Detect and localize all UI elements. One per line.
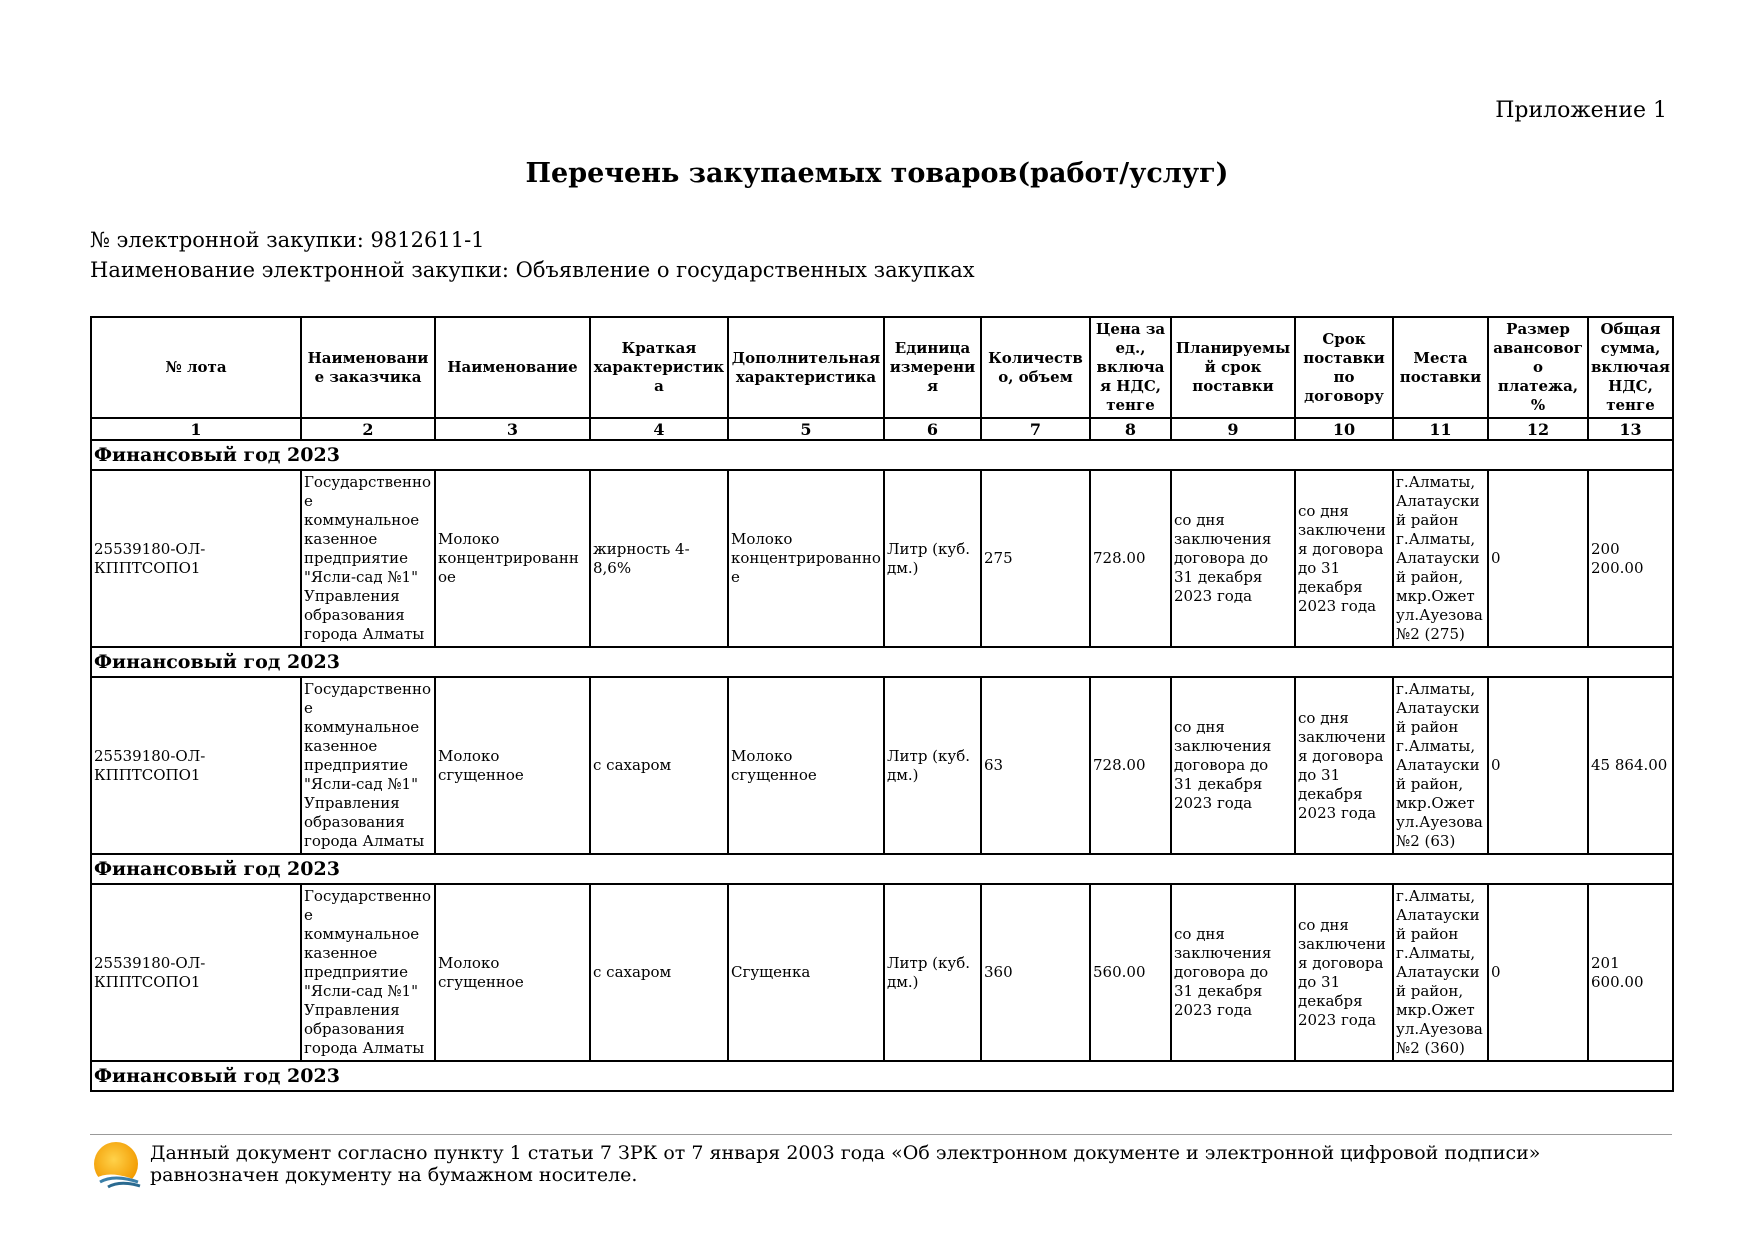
col-number: 8 — [1090, 418, 1171, 440]
column-number-row — [91, 418, 1673, 440]
financial-year-label: Финансовый год 2023 — [91, 1061, 1673, 1091]
col-number: 4 — [590, 418, 728, 440]
col-header-qty: Количество, объем — [981, 317, 1090, 418]
cell-short-char: жирность 4-8,6% — [590, 470, 728, 647]
cell-lot: 25539180-ОЛ-КППТСОПО1 — [91, 677, 301, 854]
cell-unit: Литр (куб. дм.) — [884, 470, 981, 647]
cell-place: г.Алматы, Алатауский район г.Алматы, Алатауский район, мкр.Ожет ул.Ауезова №2 (63) — [1393, 677, 1488, 854]
col-number: 1 — [91, 418, 301, 440]
cell-contract: со дня заключения договора до 31 декабря 2023 года — [1295, 470, 1393, 647]
col-number: 10 — [1295, 418, 1393, 440]
col-header-name: Наименование — [435, 317, 590, 418]
col-header-total: Общая сумма, включая НДС, тенге — [1588, 317, 1673, 418]
table-row — [91, 884, 1673, 1061]
col-header-planned: Планируемый срок поставки — [1171, 317, 1295, 418]
cell-add-char: Молоко сгущенное — [728, 677, 884, 854]
cell-customer: Государственное коммунальное казенное предприятие "Ясли-сад №1" Управления образования города Алматы — [301, 884, 435, 1061]
cell-contract: со дня заключения договора до 31 декабря 2023 года — [1295, 884, 1393, 1061]
footer-divider — [90, 1134, 1672, 1135]
cell-contract: со дня заключения договора до 31 декабря 2023 года — [1295, 677, 1393, 854]
col-number: 6 — [884, 418, 981, 440]
financial-year-row — [91, 440, 1673, 470]
col-number: 2 — [301, 418, 435, 440]
col-header-short-char: Краткая характеристика — [590, 317, 728, 418]
cell-qty: 275 — [981, 470, 1090, 647]
financial-year-row — [91, 647, 1673, 677]
cell-customer: Государственное коммунальное казенное предприятие "Ясли-сад №1" Управления образования города Алматы — [301, 470, 435, 647]
col-number: 9 — [1171, 418, 1295, 440]
cell-short-char: с сахаром — [590, 677, 728, 854]
financial-year-label: Финансовый год 2023 — [91, 854, 1673, 884]
cell-qty: 63 — [981, 677, 1090, 854]
appendix-label: Приложение 1 — [1495, 98, 1667, 123]
col-number: 13 — [1588, 418, 1673, 440]
cell-advance: 0 — [1488, 470, 1588, 647]
procurement-name: Наименование электронной закупки: Объявление о государственных закупках — [90, 258, 975, 282]
egov-sun-logo-icon — [92, 1140, 142, 1190]
cell-unit: Литр (куб. дм.) — [884, 677, 981, 854]
footer-legal-text: Данный документ согласно пункту 1 статьи 7 ЗРК от 7 января 2003 года «Об электронном документе и электронной цифровой подписи» равнозначен документу на бумажном носителе. — [150, 1142, 1541, 1186]
cell-advance: 0 — [1488, 884, 1588, 1061]
cell-planned: со дня заключения договора до 31 декабря 2023 года — [1171, 884, 1295, 1061]
cell-total: 200 200.00 — [1588, 470, 1673, 647]
cell-total: 45 864.00 — [1588, 677, 1673, 854]
financial-year-row — [91, 1061, 1673, 1091]
col-number: 12 — [1488, 418, 1588, 440]
document-title: Перечень закупаемых товаров(работ/услуг) — [525, 158, 1229, 189]
cell-lot: 25539180-ОЛ-КППТСОПО1 — [91, 470, 301, 647]
col-number: 3 — [435, 418, 590, 440]
cell-lot: 25539180-ОЛ-КППТСОПО1 — [91, 884, 301, 1061]
financial-year-label: Финансовый год 2023 — [91, 647, 1673, 677]
col-header-place: Места поставки — [1393, 317, 1488, 418]
cell-customer: Государственное коммунальное казенное предприятие "Ясли-сад №1" Управления образования города Алматы — [301, 677, 435, 854]
col-header-lot: № лота — [91, 317, 301, 418]
cell-unit: Литр (куб. дм.) — [884, 884, 981, 1061]
cell-add-char: Сгущенка — [728, 884, 884, 1061]
cell-short-char: с сахаром — [590, 884, 728, 1061]
cell-price: 728.00 — [1090, 470, 1171, 647]
financial-year-row — [91, 854, 1673, 884]
cell-total: 201 600.00 — [1588, 884, 1673, 1061]
cell-planned: со дня заключения договора до 31 декабря 2023 года — [1171, 677, 1295, 854]
col-header-unit: Единица измерения — [884, 317, 981, 418]
col-number: 7 — [981, 418, 1090, 440]
procurement-number: № электронной закупки: 9812611-1 — [90, 228, 485, 252]
cell-price: 560.00 — [1090, 884, 1171, 1061]
col-number: 5 — [728, 418, 884, 440]
cell-planned: со дня заключения договора до 31 декабря 2023 года — [1171, 470, 1295, 647]
col-header-contract: Срок поставки по договору — [1295, 317, 1393, 418]
cell-place: г.Алматы, Алатауский район г.Алматы, Алатауский район, мкр.Ожет ул.Ауезова №2 (360) — [1393, 884, 1488, 1061]
lots-table — [90, 316, 1674, 1092]
col-header-add-char: Дополнительная характеристика — [728, 317, 884, 418]
table-row — [91, 470, 1673, 647]
financial-year-label: Финансовый год 2023 — [91, 440, 1673, 470]
table-row — [91, 677, 1673, 854]
cell-place: г.Алматы, Алатауский район г.Алматы, Алатауский район, мкр.Ожет ул.Ауезова №2 (275) — [1393, 470, 1488, 647]
cell-advance: 0 — [1488, 677, 1588, 854]
cell-name: Молоко сгущенное — [435, 677, 590, 854]
cell-price: 728.00 — [1090, 677, 1171, 854]
col-header-customer: Наименование заказчика — [301, 317, 435, 418]
cell-qty: 360 — [981, 884, 1090, 1061]
cell-add-char: Молоко концентрированное — [728, 470, 884, 647]
cell-name: Молоко концентрированное — [435, 470, 590, 647]
header-row — [91, 317, 1673, 418]
cell-name: Молоко сгущенное — [435, 884, 590, 1061]
col-header-price: Цена за ед., включая НДС, тенге — [1090, 317, 1171, 418]
col-number: 11 — [1393, 418, 1488, 440]
col-header-advance: Размер авансового платежа, % — [1488, 317, 1588, 418]
